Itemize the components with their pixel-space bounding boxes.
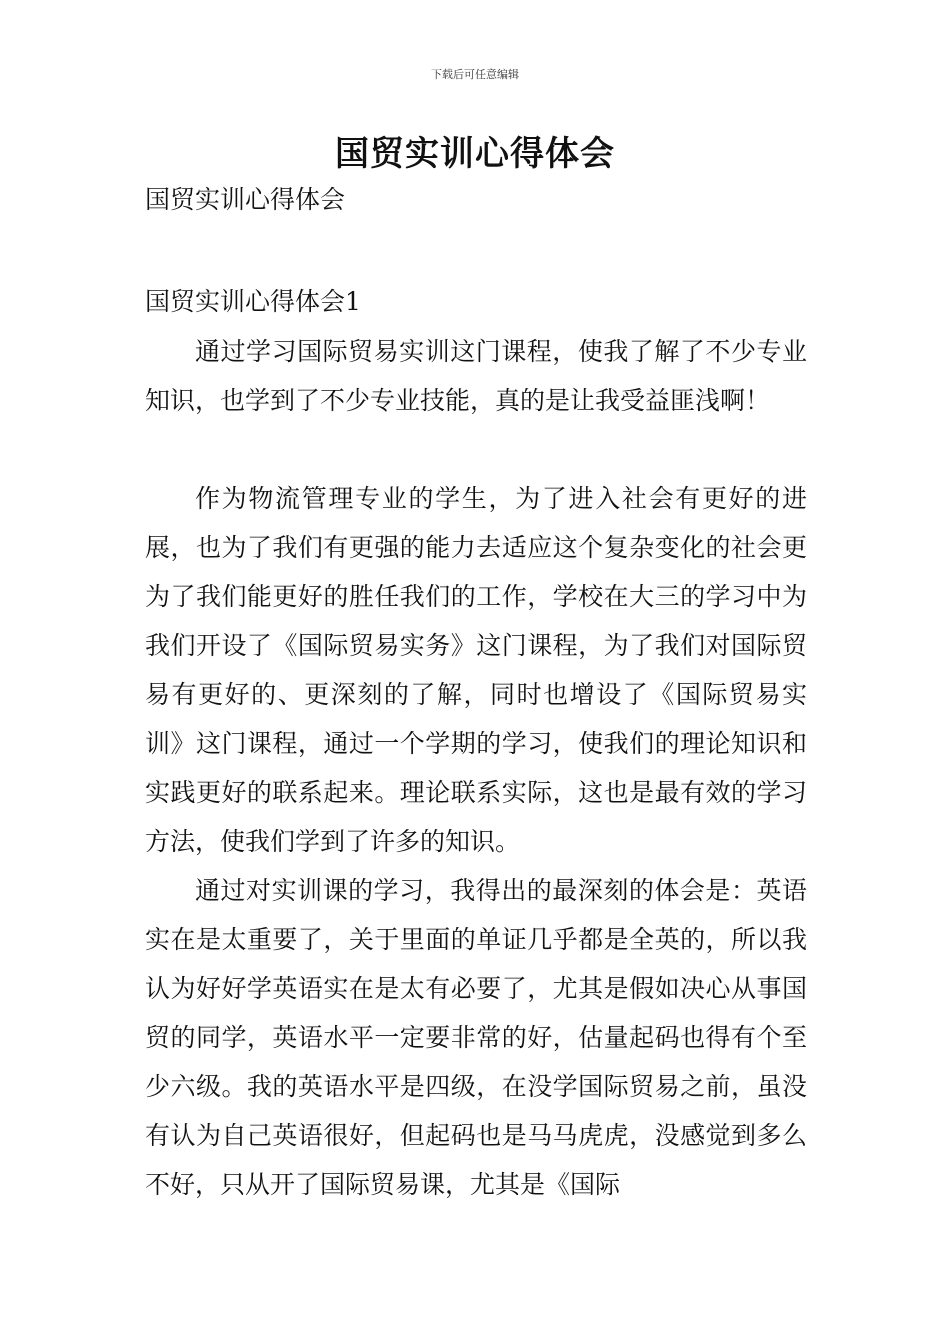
document-subtitle: 国贸实训心得体会 [145, 185, 346, 214]
header-note: 下载后可任意编辑 [431, 68, 519, 81]
document-title: 国贸实训心得体会 [335, 134, 615, 174]
section-heading: 国贸实训心得体会1 [145, 287, 361, 316]
paragraph-2: 作为物流管理专业的学生，为了进入社会有更好的进展，也为了我们有更强的能力去适应这个复杂变化的社会更为了我们能更好的胜任我们的工作，学校在大三的学习中为我们开设了《国际贸易实务》这门课程，为了我们对国际贸易有更好的、更深刻的了解，同时也增设了《国际贸易实训》这门课程，通过一个学期的学习，使我们的理论知识和实践更好的联系起来。理论联系实际，这也是最有效的学习方法，使我们学到了许多的知识。 [145, 484, 807, 856]
paragraph-3: 通过对实训课的学习，我得出的最深刻的体会是：英语实在是太重要了，关于里面的单证几乎都是全英的，所以我认为好好学英语实在是太有必要了，尤其是假如决心从事国贸的同学，英语水平一定要非常的好，估量起码也得有个至少六级。我的英语水平是四级，在没学国际贸易之前，虽没有认为自己英语很好，但起码也是马马虎虎，没感觉到多么不好，只从开了国际贸易课，尤其是《国际 [145, 876, 807, 1199]
paragraph-1: 通过学习国际贸易实训这门课程，使我了解了不少专业知识，也学到了不少专业技能，真的是让我受益匪浅啊！ [145, 337, 807, 415]
